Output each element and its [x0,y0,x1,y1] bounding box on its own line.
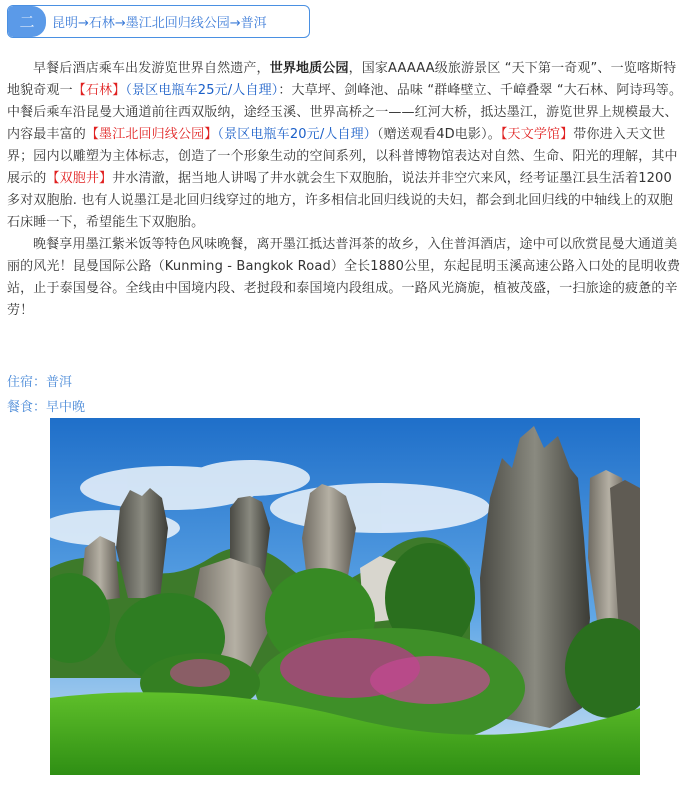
shuttle-fee-note: （景区电瓶车25元/人自理） [125,83,279,98]
day-route-title: 昆明→石林→墨江北回归线公园→普洱 [52,16,267,31]
stone-forest-highlight: 【石林】 [72,83,126,98]
tropic-park-highlight: 【墨江北回归线公园】 [85,127,218,142]
accommodation-info: 住宿：普洱 [7,375,73,390]
text-segment: （赠送观看4D电影）。 [376,127,501,142]
stone-forest-photo [50,418,640,775]
day-description-paragraph [7,58,683,234]
text-segment: 早餐后酒店乘车出发游览世界自然遗产， [33,61,270,76]
twin-well-highlight: 【双胞井】 [46,171,113,186]
geopark-label: 世界地质公园 [269,61,349,76]
day-number-badge: 二 [8,6,46,37]
evening-description-paragraph: 晚餐享用墨江紫米饭等特色风味晚餐，离开墨江抵达普洱茶的故乡，入住普洱酒店，途中可以欣赏昆曼大通道美丽的风光！昆曼国际公路（Kunming - Bangkok Road）全长1880公里，东起昆明玉溪高速公路入口处的昆明收费站，止于泰国曼谷。全线由中国境内段、老挝段和泰国境内段组成。一路风光旖旎，植被茂盛，一扫旅途的疲惫的辛劳！ [7,237,681,318]
itinerary-content [7,58,683,322]
text-segment: ，国家AAAAA级旅游景区 “天下第一奇观”、一览喀斯特地貌奇观一 [7,61,677,98]
meals-info: 餐食：早中晚 [7,400,86,415]
stone-forest-illustration [50,418,640,775]
text-segment: ：大草坪、剑峰池、品味 “群峰壁立、千嶂叠翠 “大石林、阿诗玛等。中餐后乘车沿昆曼大通道前往西双版纳，途经玉溪、世界高桥之一——红河大桥，抵达墨江，游览世界上规模最大、内容最丰富的 [7,83,683,142]
astronomy-hall-highlight: 【天文学馆】 [500,127,574,142]
shuttle-fee-note: （景区电瓶车20元/人自理） [217,127,377,142]
text-segment: 带你进入天文世界；园内以雕塑为主体标志，创造了一个形象生动的空间系列，以科普博物馆表达对自然、生命、阳光的理解，其中展示的 [7,127,678,186]
text-segment: 井水清澈，据当地人讲喝了井水就会生下双胞胎，说法并非空穴来风，经考证墨江县生活着1200多对双胞胎. 也有人说墨江是北回归线穿过的地方，许多相信北回归线说的夫妇，都会到北回归线的中轴线上的双胞石床睡一下，希望能生下双胞胎。 [7,171,674,230]
day-header [7,5,310,38]
